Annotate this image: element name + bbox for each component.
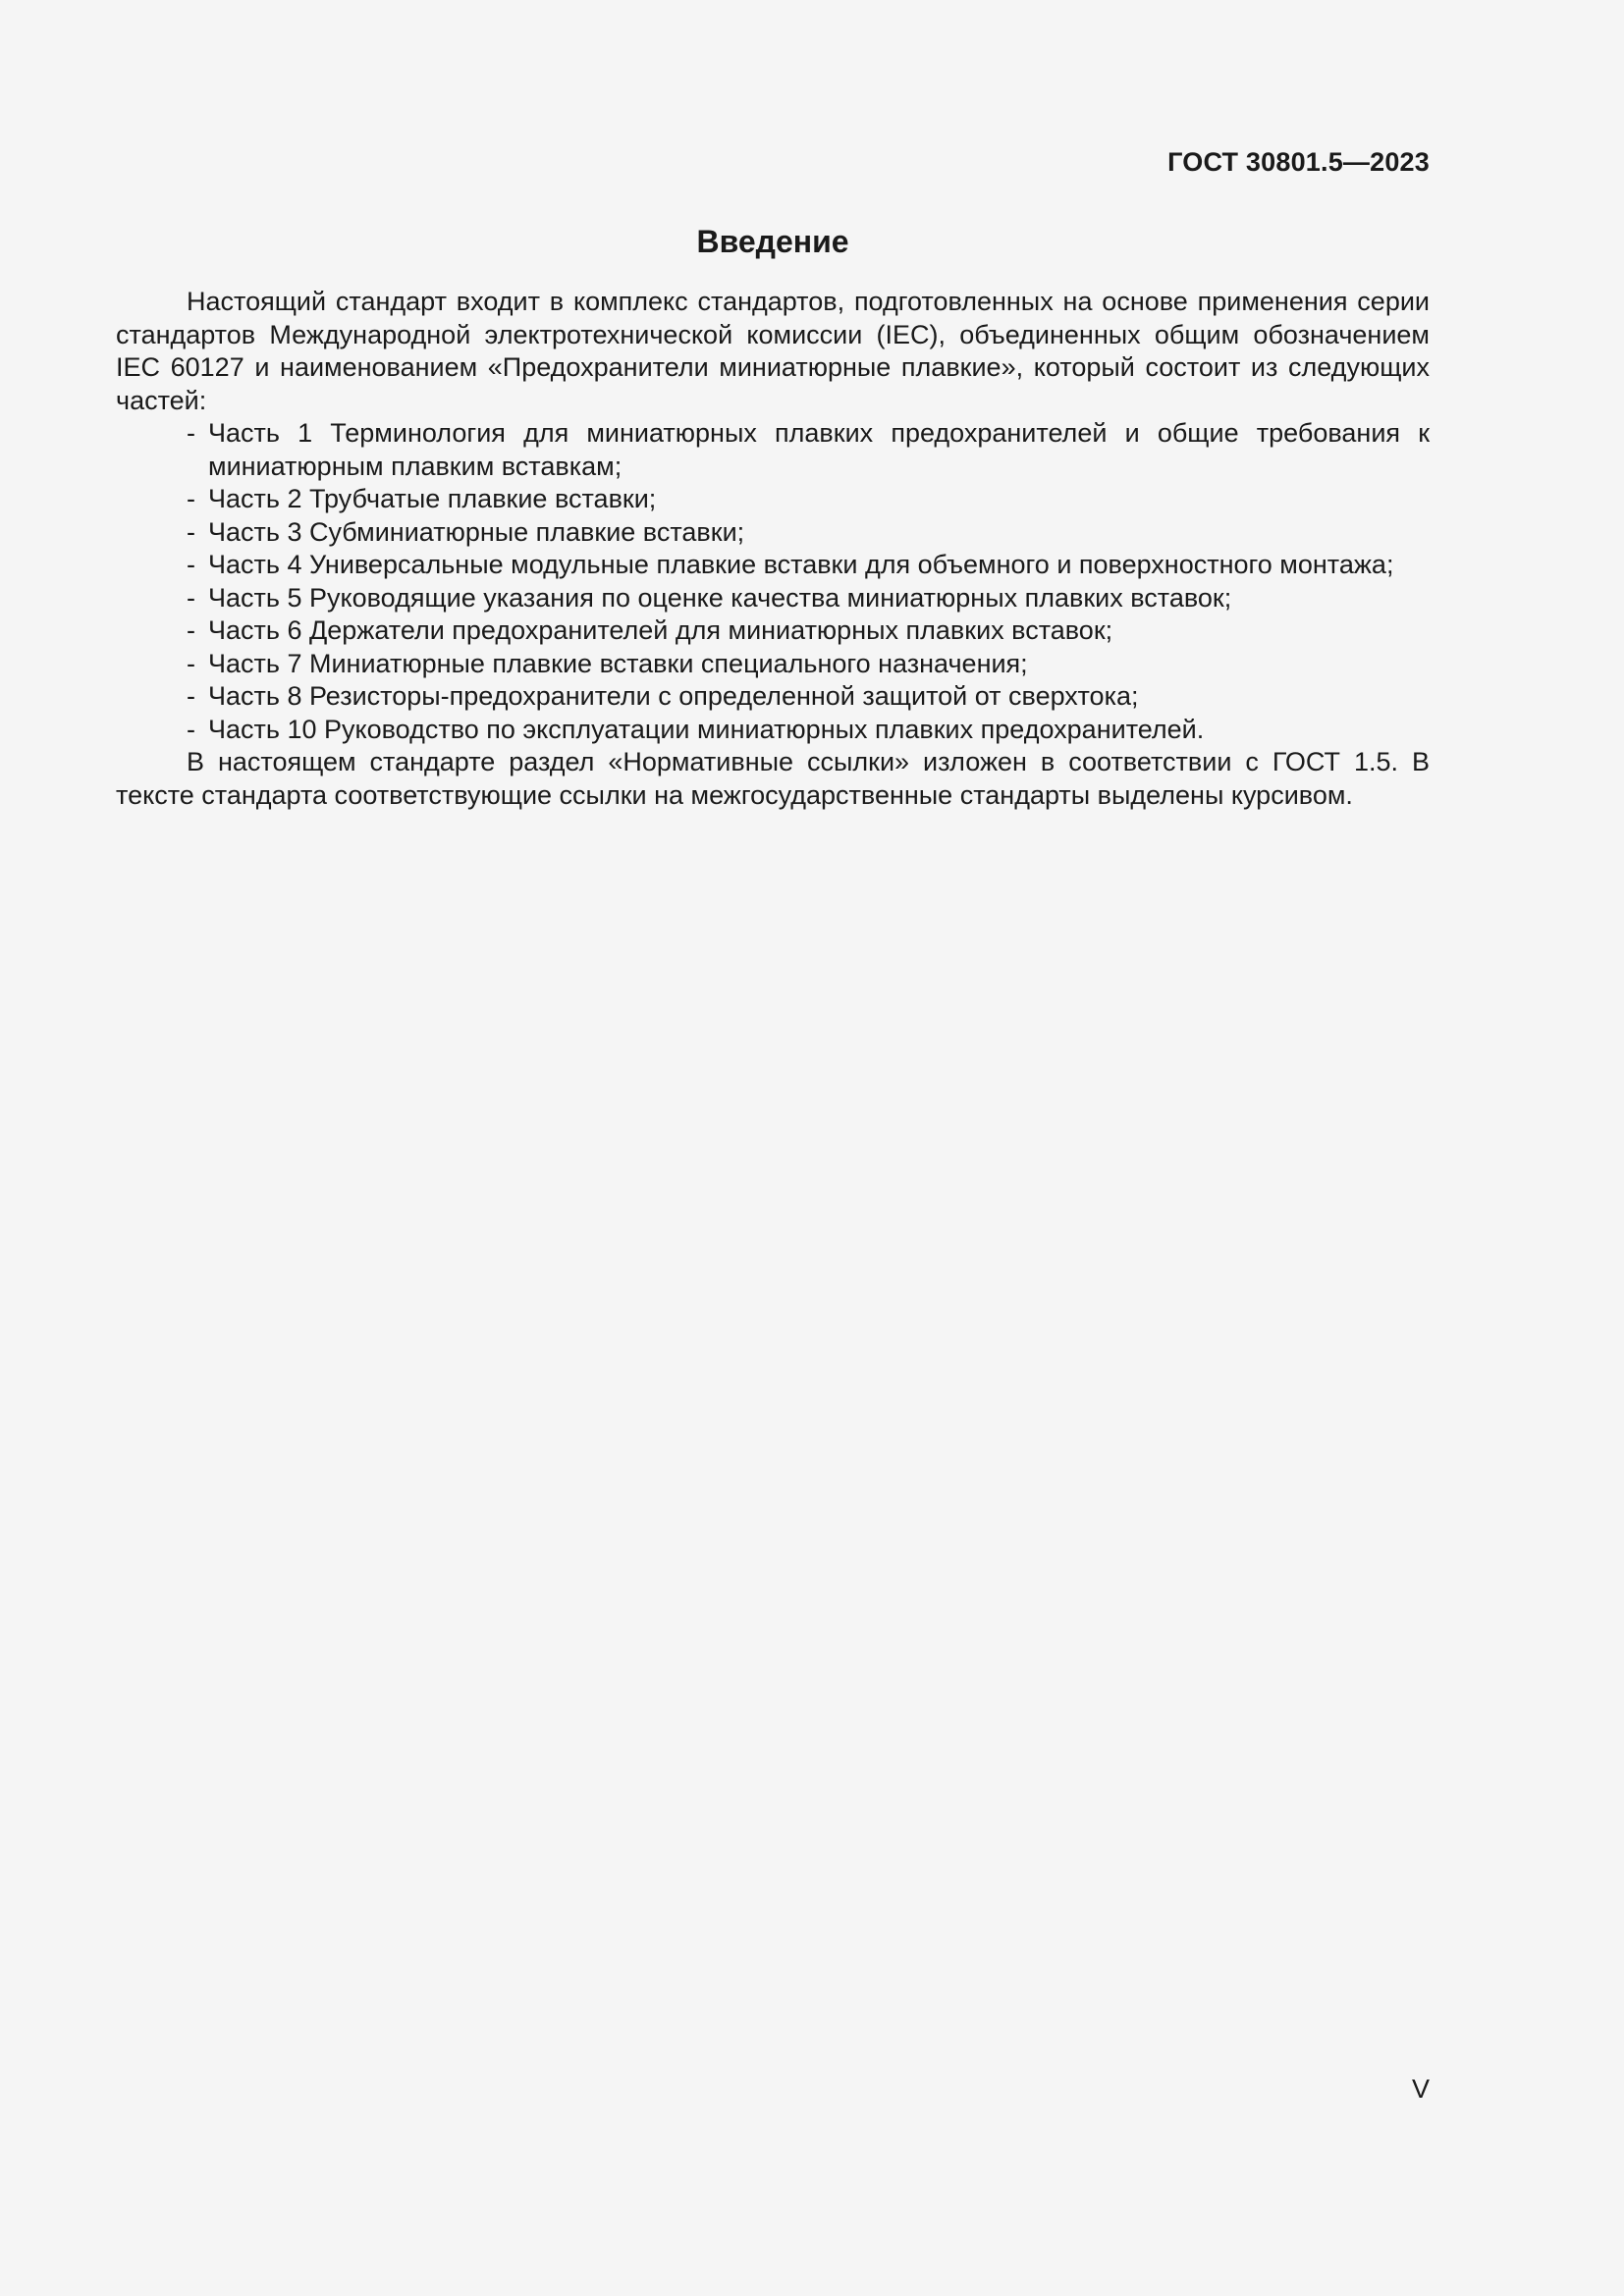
list-item bbox=[116, 483, 1430, 516]
list-dash: - bbox=[187, 484, 195, 513]
list-item bbox=[116, 582, 1430, 615]
list-item-text: Часть 10 Руководство по эксплуатации миниатюрных плавких предохранителей. bbox=[208, 714, 1205, 744]
list-item-text: Часть 8 Резисторы-предохранители с определенной защитой от сверхтока; bbox=[208, 681, 1139, 711]
list-item bbox=[116, 714, 1430, 747]
list-item bbox=[116, 614, 1430, 648]
list-item-text: Часть 1 Терминология для миниатюрных плавких предохранителей и общие требования к миниатюрным плавким вставкам; bbox=[208, 418, 1430, 481]
standard-code: ГОСТ 30801.5—2023 bbox=[1167, 147, 1430, 177]
list-item bbox=[116, 516, 1430, 550]
list-dash: - bbox=[187, 648, 195, 678]
list-item-text: Часть 5 Руководящие указания по оценке качества миниатюрных плавких вставок; bbox=[208, 582, 1232, 613]
list-item-text: Часть 2 Трубчатые плавкие вставки; bbox=[208, 484, 657, 513]
closing-paragraph: В настоящем стандарте раздел «Нормативные ссылки» изложен в соответствии с ГОСТ 1.5. В тексте стандарта соответствующие ссылки на межгосударственные стандарты выделены курсивом. bbox=[116, 747, 1430, 810]
list-item-text: Часть 6 Держатели предохранителей для миниатюрных плавких вставок; bbox=[208, 615, 1113, 645]
list-dash: - bbox=[187, 418, 195, 448]
parts-list bbox=[116, 417, 1430, 746]
list-item bbox=[116, 680, 1430, 714]
list-dash: - bbox=[187, 681, 195, 711]
list-item-text: Часть 7 Миниатюрные плавкие вставки специального назначения; bbox=[208, 648, 1028, 678]
list-item bbox=[116, 417, 1430, 483]
list-dash: - bbox=[187, 714, 195, 744]
page-number: V bbox=[1411, 2074, 1430, 2104]
list-item bbox=[116, 549, 1430, 582]
list-item-text: Часть 4 Универсальные модульные плавкие вставки для объемного и поверхностного монтажа; bbox=[208, 550, 1394, 579]
list-dash: - bbox=[187, 550, 195, 579]
list-item-text: Часть 3 Субминиатюрные плавкие вставки; bbox=[208, 516, 745, 547]
intro-paragraph: Настоящий стандарт входит в комплекс стандартов, подготовленных на основе применения серии стандартов Международной электротехнической комиссии (IEC), объединенных общим обозначением IEC 60127 и наименованием «Предохранители миниатюрные плавкие», который состоит из следующих частей: bbox=[116, 287, 1430, 415]
section-title: Введение bbox=[696, 224, 849, 259]
body-text bbox=[116, 286, 1430, 812]
list-item bbox=[116, 648, 1430, 681]
list-dash: - bbox=[187, 516, 195, 547]
list-dash: - bbox=[187, 615, 195, 645]
list-dash: - bbox=[187, 582, 195, 613]
